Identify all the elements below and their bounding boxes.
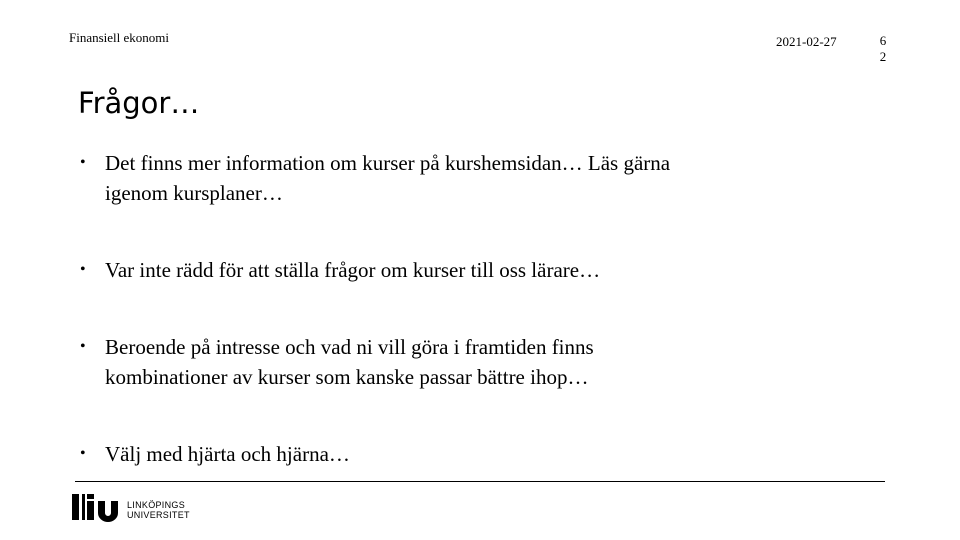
footer-divider <box>75 481 885 482</box>
slide-number-digit-2: 2 <box>879 49 887 64</box>
bullet-dot-icon: • <box>80 261 86 278</box>
bullet-line: Var inte rädd för att ställa frågor om kurser till oss lärare… <box>105 258 601 282</box>
slide-number <box>878 33 888 65</box>
bullet-line: Välj med hjärta och hjärna… <box>105 442 350 466</box>
bullet-line: Beroende på intresse och vad ni vill göra i framtiden finns <box>105 335 594 359</box>
logo-line: UNIVERSITET <box>127 510 190 520</box>
bullet-list <box>80 148 860 469</box>
slide-title: Frågor… <box>78 86 200 120</box>
slide-date: 2021-02-27 <box>776 34 837 49</box>
bullet-line: kombinationer av kurser som kanske passar bättre ihop… <box>105 365 589 389</box>
bullet-line: igenom kursplaner… <box>105 181 283 205</box>
bullet-dot-icon: • <box>80 154 86 171</box>
bullet-item <box>80 332 860 392</box>
bullet-dot-icon: • <box>80 338 86 355</box>
bullet-item <box>80 439 860 469</box>
logo-line: LINKÖPINGS <box>127 500 186 510</box>
bullet-dot-icon: • <box>80 445 86 462</box>
slide-number-digit-1: 6 <box>879 33 887 48</box>
logo-wordmark <box>127 500 190 520</box>
bullet-item <box>80 148 860 208</box>
bullet-item <box>80 255 860 285</box>
course-name: Finansiell ekonomi <box>69 30 170 45</box>
bullet-line: Det finns mer information om kurser på kurshemsidan… Läs gärna <box>105 151 671 175</box>
